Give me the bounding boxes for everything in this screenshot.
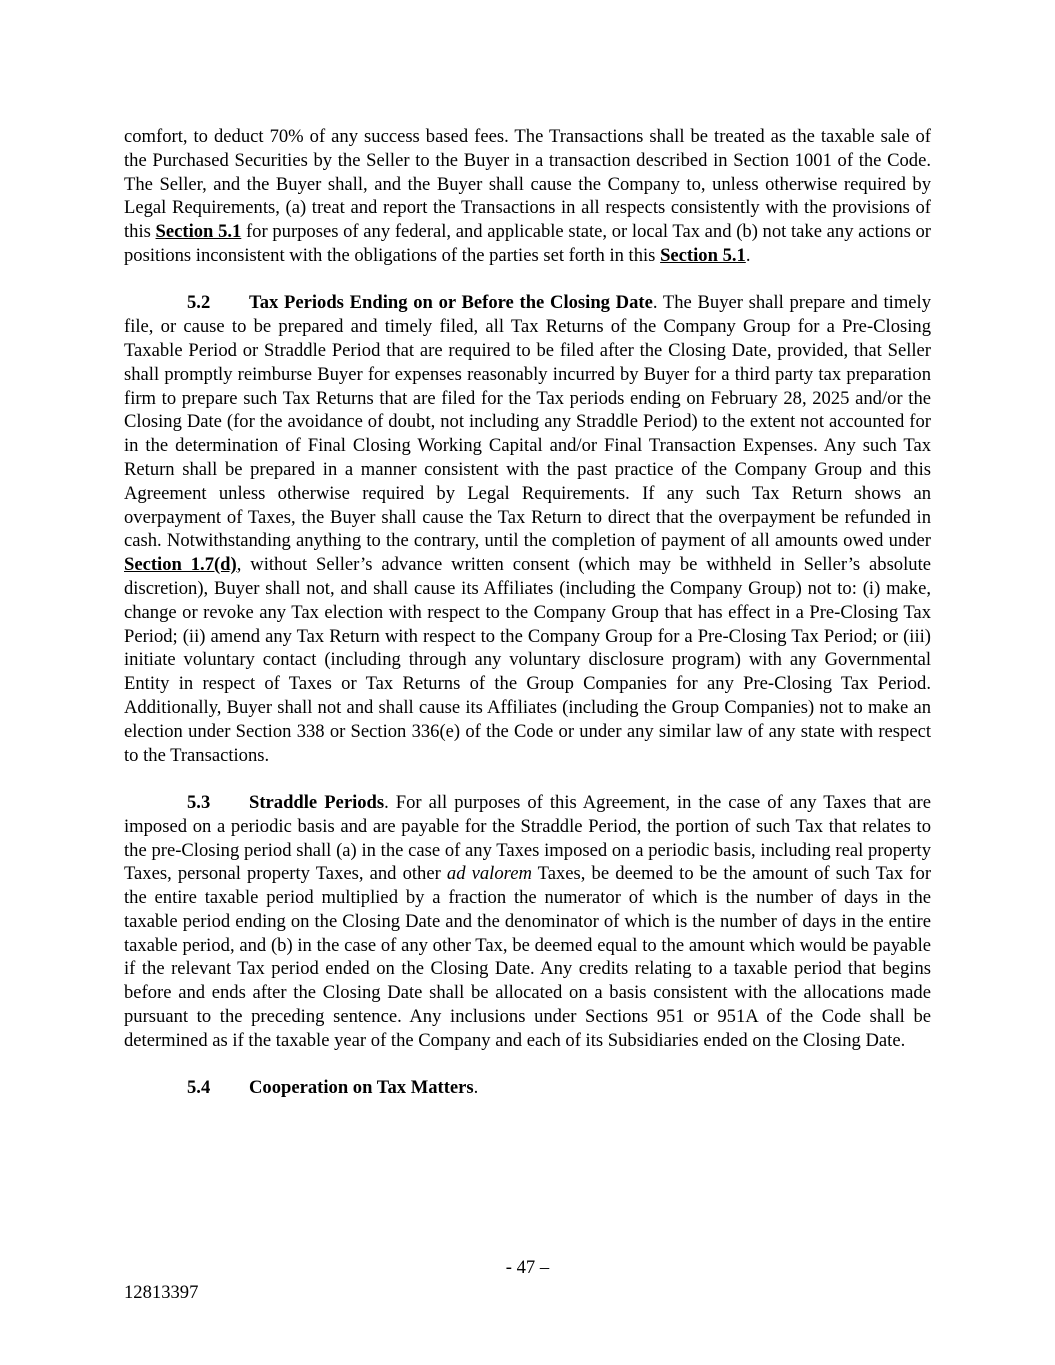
section-number: 5.2 [187,292,211,314]
paragraph-5-1-continued [124,125,931,268]
paragraph-text: . For all purposes of this Agreement, in the case of any Taxes that are imposed on a periodic basis and are payable for the Straddle Period, the portion of such Tax that relates to the pre-Closing period shall (a) in the case of any Taxes imposed on a periodic basis, including real property Taxes, personal property Taxes, and other [124,791,931,885]
section-number: 5.3 [187,791,211,813]
paragraph-text: . The Buyer shall prepare and timely file, or cause to be prepared and timely filed, all Tax Returns of the Company Group for a Pre-Closing Taxable Period or Straddle Period that are required to be filed after the Closing Date, provided, that Seller shall promptly reimburse Buyer for expenses reasonably incurred by Buyer for a third party tax preparation firm to prepare such Tax Returns that are filed for the Tax periods ending on February 28, 2025 and/or the Closing Date (for the avoidance of doubt, not including any Straddle Period) to the extent not accounted for in the determination of Final Closing Working Capital and/or Final Transaction Expenses. Any such Tax Return shall be prepared in a manner consistent with the past practice of the Company Group and this Agreement unless otherwise required by Legal Requirements. If any such Tax Return shows an overpayment of Taxes, the Buyer shall cause the Tax Return to direct that the overpayment be refunded in cash. Notwithstanding anything to the contrary, until the completion of payment of all amounts owed under [124,292,931,552]
page-number: - 47 – [505,1257,550,1278]
section-5-2 [124,291,931,767]
section-heading: Cooperation on Tax Matters [249,1077,474,1099]
section-reference: Section 5.1 [155,221,242,243]
paragraph-text: for purposes of any federal, and applicable state, or local Tax and (b) not take any actions or positions inconsistent with the obligations of the parties set forth in this [124,221,931,266]
paragraph-text: . [745,244,751,266]
document-body [124,125,931,1100]
paragraph-text: Taxes, be deemed to be the amount of such Tax for the entire taxable period multiplied by a fraction the numerator of which is the number of days in the taxable period ending on the Closing Date and the denominator of which is the number of days in the entire taxable period, and (b) in the case of any other Tax, be deemed equal to the amount which would be payable if the relevant Tax period ended on the Closing Date. Any credits relating to a taxable period that begins before and ends after the Closing Date shall be allocated on a basis consistent with the allocations made pursuant to the preceding sentence. Any inclusions under Sections 951 or 951A of the Code shall be determined as if the taxable year of the Company and each of its Subsidiaries ended on the Closing Date. [124,863,932,1051]
section-reference: Section 1.7(d) [124,554,237,576]
paragraph-text: , without Seller’s advance written consent (which may be withheld in Seller’s absolute discretion), Buyer shall not, and shall cause its Affiliates (including the Company Group) not to: (i) make, change or revoke any Tax election with respect to the Company Group that has effect in a Pre-Closing Tax Period; (ii) amend any Tax Return with respect to the Company Group for a Pre-Closing Tax Period; or (iii) initiate voluntary contact (including through any voluntary disclosure program) with any Governmental Entity in respect of Taxes or Tax Returns of the Group Companies for any Pre-Closing Tax Period. Additionally, Buyer shall not and shall cause its Affiliates (including the Group Companies) not to make an election under Section 338 or Section 336(e) of the Code or under any similar law of any state with respect to the Transactions. [124,554,931,766]
section-number: 5.4 [187,1077,211,1099]
section-5-4 [124,1076,931,1100]
document-id: 12813397 [124,1282,199,1303]
paragraph-text: . [473,1077,479,1099]
section-reference: Section 5.1 [660,244,746,266]
paragraph-text: comfort, to deduct 70% of any success based fees. The Transactions shall be treated as the taxable sale of the Purchased Securities by the Seller to the Buyer in a transaction described in Section 1001 of the Code. The Seller, and the Buyer shall, and the Buyer shall cause the Company to, unless otherwise required by Legal Requirements, (a) treat and report the Transactions in all respects consistently with the provisions of this [124,126,931,243]
italic-term: ad valorem [446,863,532,885]
section-heading: Tax Periods Ending on or Before the Closing Date [249,292,653,314]
section-5-3 [124,791,931,1053]
section-heading: Straddle Periods [249,791,385,813]
